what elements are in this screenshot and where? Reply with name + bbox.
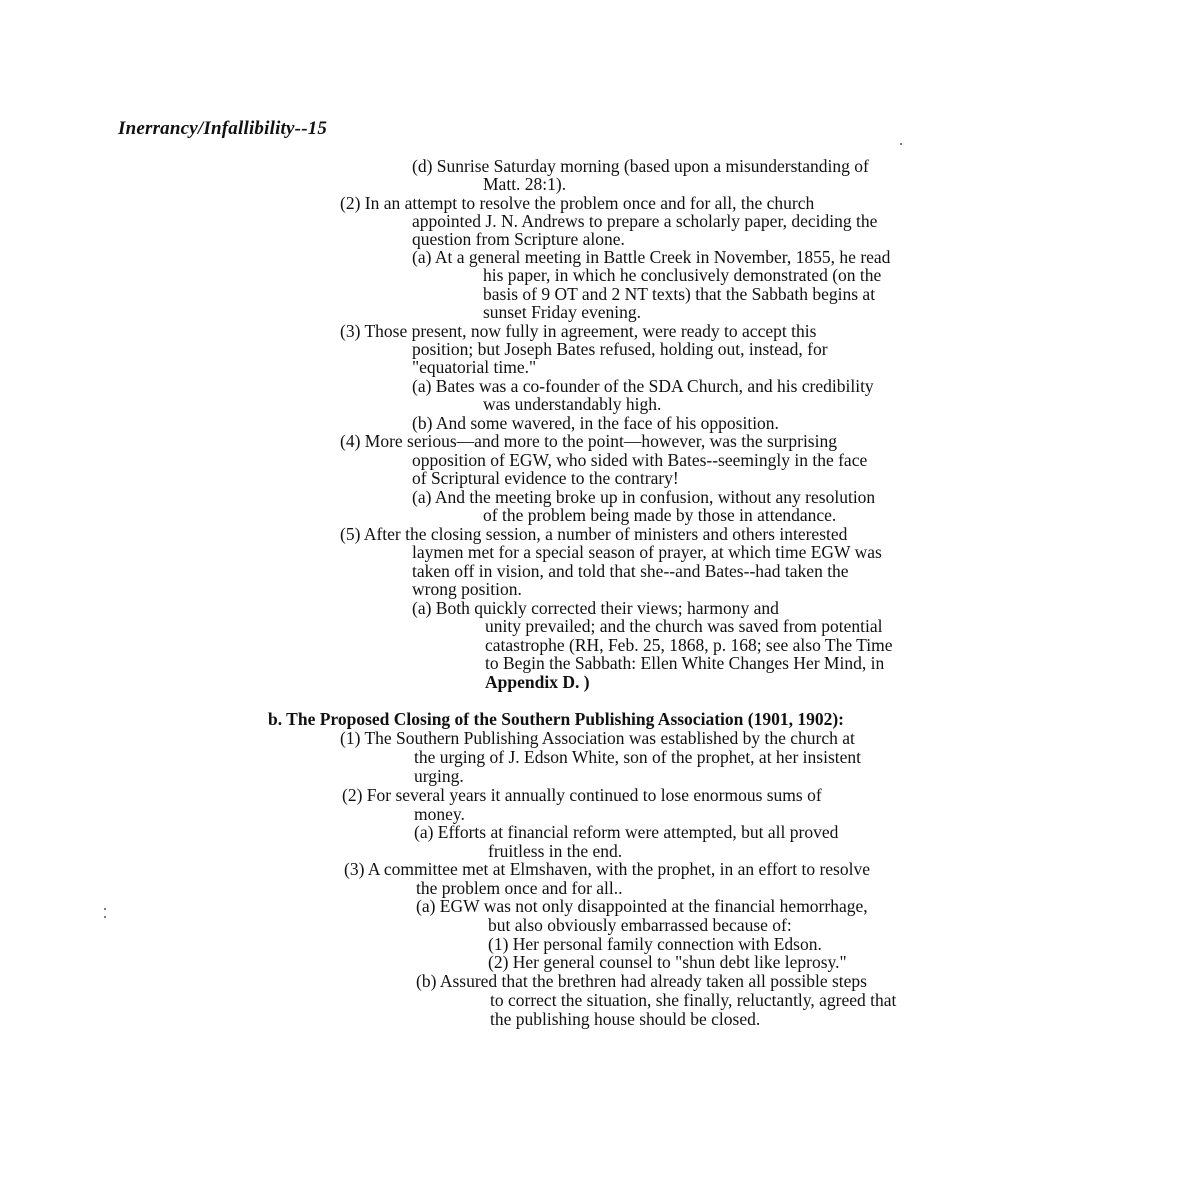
text-line: Matt. 28:1). — [483, 174, 567, 194]
text-line: catastrophe (RH, Feb. 25, 1868, p. 168; see also The Time — [485, 635, 893, 655]
text-line: opposition of EGW, who sided with Bates--seemingly in the face — [412, 450, 868, 470]
text-line: (3) Those present, now fully in agreement, were ready to accept this — [340, 321, 817, 341]
text-line: wrong position. — [412, 579, 522, 599]
text-line: urging. — [414, 766, 464, 786]
text-line: laymen met for a special season of prayer, at which time EGW was — [412, 542, 882, 562]
text-line: to Begin the Sabbath: Ellen White Changes Her Mind, in — [485, 653, 885, 673]
scan-speck — [104, 916, 106, 918]
text-line: the problem once and for all.. — [416, 878, 623, 898]
text-line: (2) In an attempt to resolve the problem once and for all, the church — [340, 193, 815, 213]
text-line: (a) At a general meeting in Battle Creek in November, 1855, he read — [412, 247, 891, 267]
text-line: but also obviously embarrassed because of: — [488, 915, 792, 935]
text-line: (d) Sunrise Saturday morning (based upon a misunderstanding of — [412, 156, 869, 176]
section-heading: b. The Proposed Closing of the Southern Publishing Association (1901, 1902): — [268, 709, 844, 729]
text-line: (5) After the closing session, a number of ministers and others interested — [340, 524, 848, 544]
text-line: (a) And the meeting broke up in confusion, without any resolution — [412, 487, 876, 507]
text-line: of Scriptural evidence to the contrary! — [412, 468, 679, 488]
text-line: (4) More serious—and more to the point—however, was the surprising — [340, 431, 837, 451]
text-line: (a) Both quickly corrected their views; harmony and — [412, 598, 779, 618]
text-line: Appendix D. ) — [485, 672, 590, 692]
text-line: (b) And some wavered, in the face of his opposition. — [412, 413, 779, 433]
scan-speck — [104, 908, 106, 910]
text-line: appointed J. N. Andrews to prepare a scholarly paper, deciding the — [412, 211, 878, 231]
text-line: (3) A committee met at Elmshaven, with the prophet, in an effort to resolve — [344, 859, 870, 879]
text-line: money. — [414, 804, 465, 824]
text-line: (a) Efforts at financial reform were attempted, but all proved — [414, 822, 839, 842]
text-line: (b) Assured that the brethren had already taken all possible steps — [416, 971, 867, 991]
text-line: question from Scripture alone. — [412, 229, 625, 249]
text-line: (1) Her personal family connection with Edson. — [488, 934, 822, 954]
text-line: (a) EGW was not only disappointed at the financial hemorrhage, — [416, 896, 868, 916]
page-header: Inerrancy/Infallibility--15 — [118, 118, 328, 139]
text-line: position; but Joseph Bates refused, holding out, instead, for — [412, 339, 828, 359]
text-line: (2) For several years it annually continued to lose enormous sums of — [342, 785, 822, 805]
text-line: the urging of J. Edson White, son of the prophet, at her insistent — [414, 747, 861, 767]
text-line: taken off in vision, and told that she--and Bates--had taken the — [412, 561, 849, 581]
text-line: "equatorial time." — [412, 357, 537, 377]
text-line: his paper, in which he conclusively demonstrated (on the — [483, 265, 882, 285]
text-line: was understandably high. — [483, 394, 662, 414]
text-line: (2) Her general counsel to "shun debt like leprosy." — [488, 952, 847, 972]
text-line: unity prevailed; and the church was saved from potential — [485, 616, 883, 636]
scan-speck — [900, 143, 902, 145]
text-line: the publishing house should be closed. — [490, 1009, 761, 1029]
text-line: of the problem being made by those in attendance. — [483, 505, 837, 525]
text-line: sunset Friday evening. — [483, 302, 641, 322]
text-line: (a) Bates was a co-founder of the SDA Church, and his credibility — [412, 376, 874, 396]
text-line: to correct the situation, she finally, reluctantly, agreed that — [490, 990, 897, 1010]
text-line: fruitless in the end. — [488, 841, 623, 861]
text-line: (1) The Southern Publishing Association was established by the church at — [340, 728, 855, 748]
text-line: basis of 9 OT and 2 NT texts) that the Sabbath begins at — [483, 284, 876, 304]
